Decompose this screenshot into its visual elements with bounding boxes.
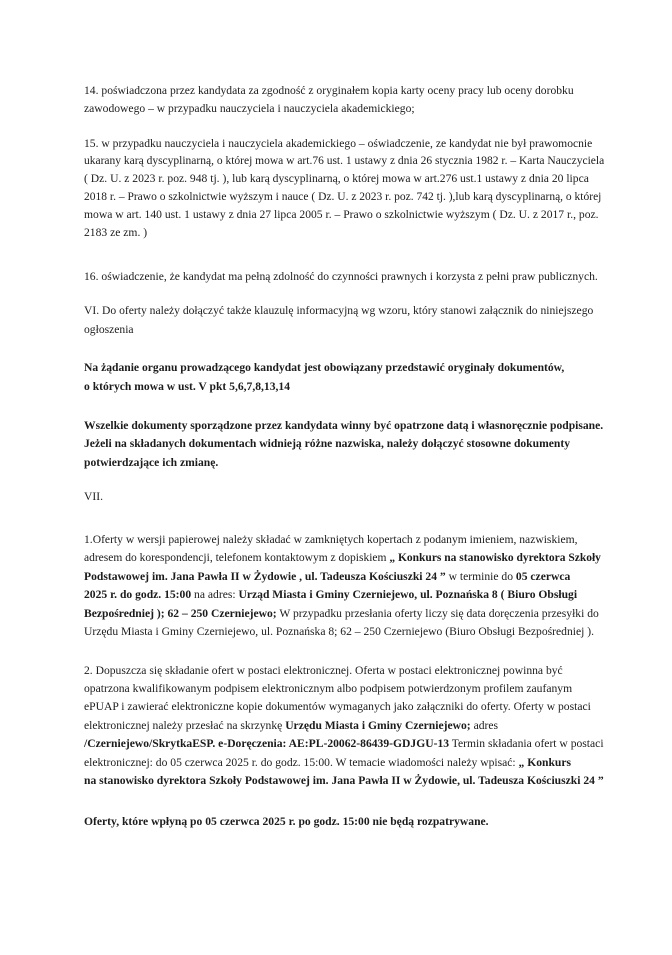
- item-vii-1-line-4: [84, 588, 577, 602]
- item-vii-2-line-6: [84, 756, 571, 770]
- item-vii-1-line-3-date: 05 czerwca: [515, 570, 571, 583]
- item-vii-2-line-4: [84, 719, 498, 733]
- item-vii-1-line-1: 1.Oferty w wersji papierowej należy składać w zamkniętych kopertach z podanym imieniem, nazwiskiem,: [84, 533, 578, 546]
- item-vii-2-line-5: [84, 737, 604, 751]
- item-vii-2-line-5-text: Termin składania ofert w postaci: [451, 737, 604, 750]
- item-15-line-3: ( Dz. U. z 2023 r. poz. 948 tj. ), lub karą dyscyplinarną, o której mowa w art.276 ust.1 ustawy z dnia 20 lipca: [84, 172, 589, 185]
- item-vii-1-line-5-bold: Bezpośredniej ); 62 – 250 Czerniejewo;: [84, 607, 277, 620]
- item-15-line-5: mowa w art. 140 ust. 1 ustawy z dnia 27 lipca 2005 r. – Prawo o szkolnictwie wyższym ( Dz. U. z 2017 r., poz.: [84, 208, 599, 221]
- item-vii-1-line-2: [84, 551, 601, 565]
- section-vi-line-1: VI. Do oferty należy dołączyć także klauzulę informacyjną wg wzoru, który stanowi załącznik do niniejszego: [84, 304, 594, 317]
- item-vii-1-line-2-bold: „ Konkurs na stanowisko dyrektora Szkoły: [389, 552, 601, 564]
- item-vii-2-line-3: ePUAP i zawierać elektroniczne kopie dokumentów wymaganych jako załączniki do oferty. Oferty w postaci: [84, 700, 591, 713]
- item-15-line-2: ukarany karą dyscyplinarną, o której mowa w art.76 ust. 1 ustawy z dnia 26 stycznia 1982 r. – Karta Nauczyciela: [84, 155, 605, 167]
- item-vii-1-line-3: [84, 570, 570, 584]
- item-vii-2-line-4-tail: adres: [473, 719, 499, 732]
- section-vii-heading: VII.: [84, 490, 103, 503]
- item-vii-1-line-2-text: adresem do korespondencji, telefonem kontaktowym z dopiskiem: [84, 552, 387, 564]
- item-vii-1-line-4-address: Urząd Miasta i Gminy Czerniejewo, ul. Poznańska 8 ( Biuro Obsługi: [238, 588, 578, 601]
- item-15-line-6: 2183 ze zm. ): [84, 226, 148, 239]
- deadline-note-line: Oferty, które wpłyną po 05 czerwca 2025 r. po godz. 15:00 nie będą rozpatrywane.: [84, 815, 489, 828]
- item-vii-2-line-4-text: elektronicznej należy przesłać na skrzynkę: [84, 719, 283, 732]
- item-vii-2-line-5-bold: /Czerniejewo/SkrytkaESP. e-Doręczenia: AE:PL-20062-86439-GDJGU-13: [84, 737, 450, 750]
- item-14-line-1: 14. poświadczona przez kandydata za zgodność z oryginałem kopia karty oceny pracy lub oceny dorobku: [84, 84, 574, 97]
- item-vii-1-line-4-text: na adres:: [194, 588, 236, 601]
- item-vii-2-line-2: opatrzona kwalifikowanym podpisem elektronicznym albo podpisem potwierdzonym profilem zaufanym: [84, 682, 573, 695]
- documents-note-line-2: Jeżeli na składanych dokumentach widnieją różne nazwiska, należy dołączyć stosowne dokumenty: [84, 437, 570, 450]
- item-vii-2-line-7: na stanowisko dyrektora Szkoły Podstawowej im. Jana Pawła II w Żydowie, ul. Tadeusza Kościuszki 24 ”: [84, 774, 604, 787]
- item-vii-1-line-3-bold: Podstawowej im. Jana Pawła II w Żydowie , ul. Tadeusza Kościuszki 24 ”: [84, 570, 446, 583]
- item-15-line-4: 2018 r. – Prawo o szkolnictwie wyższym i nauce ( Dz. U. z 2023 r. poz. 742 tj. ),lub karą dyscyplinarną, o której: [84, 191, 602, 203]
- item-vii-1-line-4-bold: 2025 r. do godz. 15:00: [84, 588, 192, 601]
- item-vii-1-line-6: Urzędu Miasta i Gminy Czerniejewo, ul. Poznańska 8; 62 – 250 Czerniejewo (Biuro Obsługi Bezpośredniej ).: [84, 625, 595, 638]
- item-vii-2-line-4-bold: Urzędu Miasta i Gminy Czerniejewo;: [285, 719, 471, 732]
- item-vii-1-line-5-text: W przypadku przesłania oferty liczy się data doręczenia przesyłki do: [279, 607, 599, 620]
- item-16-line-1: 16. oświadczenie, że kandydat ma pełną zdolność do czynności prawnych i korzysta z pełni praw publicznych.: [84, 270, 598, 283]
- item-vii-2-line-1: 2. Dopuszcza się składanie ofert w postaci elektronicznej. Oferta w postaci elektronicznej powinna być: [84, 664, 563, 677]
- documents-note-line-1: Wszelkie dokumenty sporządzone przez kandydata winny być opatrzone datą i własnoręcznie podpisane.: [84, 419, 604, 432]
- item-15-line-1: 15. w przypadku nauczyciela i nauczyciela akademickiego – oświadczenie, ze kandydat nie był prawomocnie: [84, 137, 593, 150]
- item-vii-1-line-3-text: w terminie do: [448, 570, 514, 583]
- originals-note-line-2: o których mowa w ust. V pkt 5,6,7,8,13,14: [84, 380, 291, 393]
- item-vii-2-line-6-text: elektronicznej: do 05 czerwca 2025 r. do godz. 15:00. W temacie wiadomości należy wpisać:: [84, 756, 516, 769]
- documents-note-line-3: potwierdzające ich zmianę.: [84, 456, 219, 469]
- item-14-line-2: zawodowego – w przypadku nauczyciela i nauczyciela akademickiego;: [84, 102, 415, 115]
- originals-note-line-1: Na żądanie organu prowadzącego kandydat jest obowiązany przedstawić oryginały dokumentów,: [84, 361, 565, 374]
- item-vii-1-line-5: [84, 607, 599, 621]
- section-vi-line-2: ogłoszenia: [84, 323, 134, 336]
- item-vii-2-line-6-bold: „ Konkurs: [518, 756, 572, 769]
